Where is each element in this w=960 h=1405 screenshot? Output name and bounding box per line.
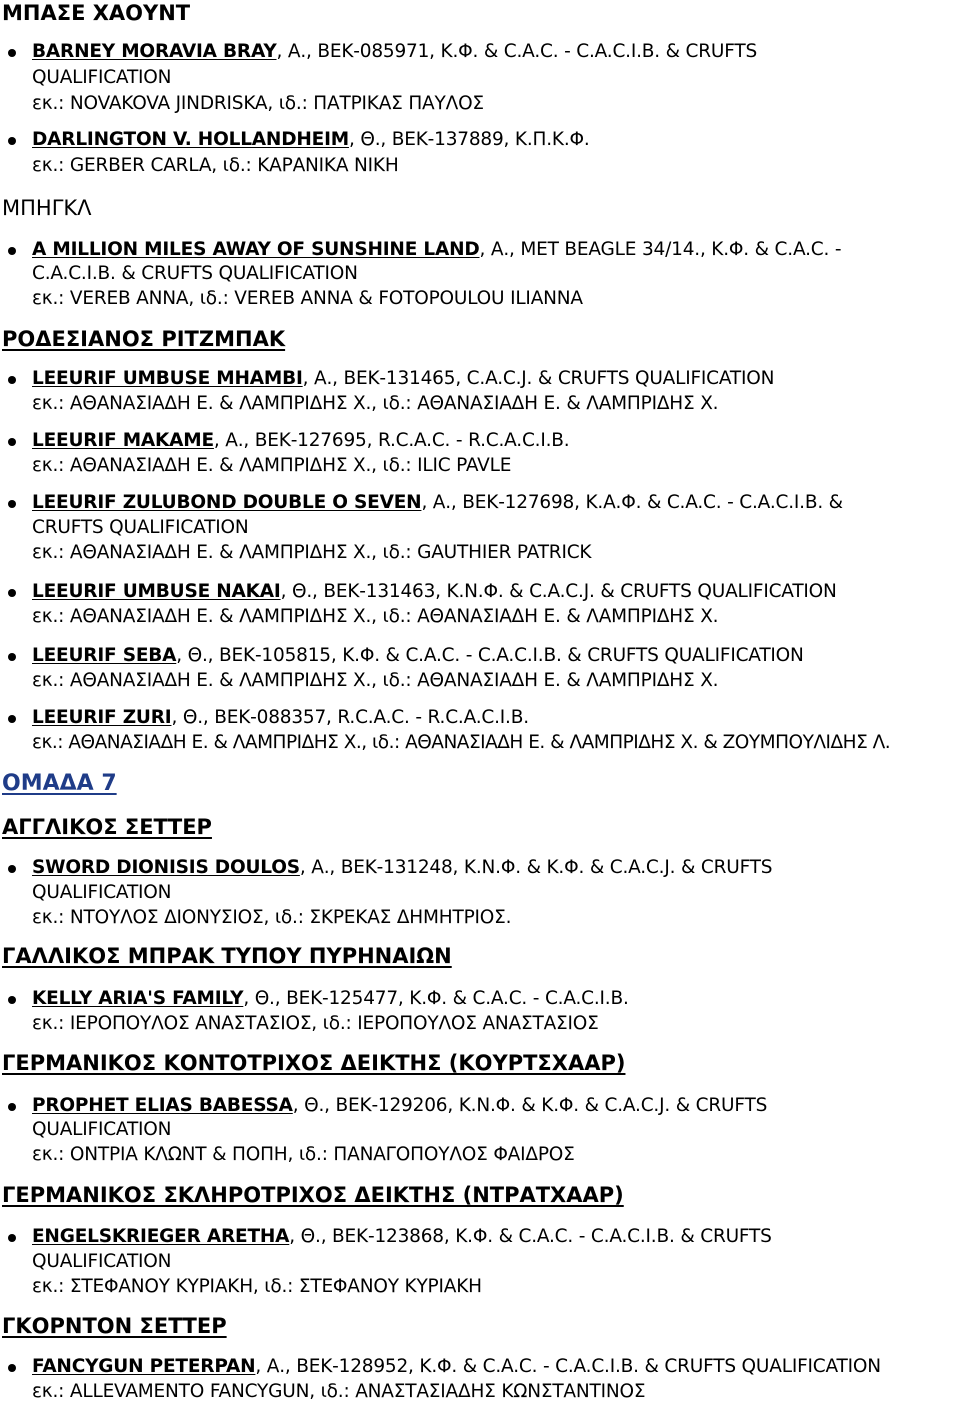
- bullet: [8, 1364, 16, 1372]
- dog-name: LEEURIF UMBUSE NAKAI: [32, 581, 281, 602]
- entry-line: [32, 1228, 772, 1247]
- entry-owners: εκ.: GERBER CARLA, ιδ.: ΚΑΡΑΝΙΚΑ ΝΙΚΗ: [32, 155, 399, 176]
- breed-heading: ΑΓΓΛΙΚΟΣ ΣΕΤΤΕΡ: [2, 815, 212, 839]
- dog-name: LEEURIF SEBA: [32, 645, 177, 666]
- dog-name: PROPHET ELIAS BABESSA: [32, 1095, 293, 1116]
- entry-continuation: QUALIFICATION: [32, 1251, 172, 1272]
- bullet: [8, 137, 16, 145]
- bullet: [8, 247, 16, 255]
- entry-line: [32, 131, 590, 150]
- entry-continuation: QUALIFICATION: [32, 882, 172, 903]
- group-heading: ΟΜΑΔΑ 7: [2, 771, 117, 796]
- entry-line: [32, 990, 629, 1009]
- entry-owners: εκ.: ΟΝΤΡΙΑ ΚΛΩΝΤ & ΠΟΠΗ, ιδ.: ΠΑΝΑΓΟΠΟΥΛΟΣ ΦΑΙΔΡΟΣ: [32, 1144, 575, 1165]
- entry-owners: εκ.: ΑΘΑΝΑΣΙΑΔΗ Ε. & ΛΑΜΠΡΙΔΗΣ Χ., ιδ.: ΑΘΑΝΑΣΙΑΔΗ Ε. & ΛΑΜΠΡΙΔΗΣ Χ. & ΖΟΥΜΠΟΥΛΙΔΗΣ Λ.: [32, 732, 891, 753]
- bullet: [8, 1234, 16, 1242]
- bullet: [8, 1103, 16, 1111]
- entry-line: [32, 241, 841, 260]
- bullet: [8, 589, 16, 597]
- dog-name: LEEURIF UMBUSE MHAMBI: [32, 368, 303, 389]
- dog-info: , Α., ΒΕΚ-128952, Κ.Φ. & C.A.C. - C.A.C.I.B. & CRUFTS QUALIFICATION: [255, 1356, 881, 1377]
- entry-owners: εκ.: ΝΤΟΥΛΟΣ ΔΙΟΝΥΣΙΟΣ, ιδ.: ΣΚΡΕΚΑΣ ΔΗΜΗΤΡΙΟΣ.: [32, 907, 512, 928]
- dog-info: , Θ., ΒΕΚ-123868, Κ.Φ. & C.A.C. - C.A.C.I.B. & CRUFTS: [289, 1226, 772, 1247]
- dog-info: , Θ., ΒΕΚ-125477, Κ.Φ. & C.A.C. - C.A.C.I.B.: [243, 988, 629, 1009]
- dog-info: , Θ., ΒΕΚ-088357, R.C.A.C. - R.C.A.C.I.B.: [171, 707, 529, 728]
- bullet: [8, 653, 16, 661]
- entry-owners: εκ.: VEREB ANNA, ιδ.: VEREB ANNA & FOTOPOULOU ILIANNA: [32, 288, 583, 309]
- dog-info: , Α., ΒΕΚ-127695, R.C.A.C. - R.C.A.C.I.B.: [213, 430, 570, 451]
- dog-info: , Θ., ΒΕΚ-131463, Κ.Ν.Φ. & C.A.C.J. & CRUFTS QUALIFICATION: [280, 581, 837, 602]
- entry-continuation: QUALIFICATION: [32, 67, 172, 88]
- dog-name: LEEURIF ZURI: [32, 707, 172, 728]
- dog-name: LEEURIF ZULUBOND DOUBLE O SEVEN: [32, 492, 422, 513]
- entry-owners: εκ.: ΙΕΡΟΠΟΥΛΟΣ ΑΝΑΣΤΑΣΙΟΣ, ιδ.: ΙΕΡΟΠΟΥΛΟΣ ΑΝΑΣΤΑΣΙΟΣ: [32, 1013, 599, 1034]
- entry-owners: εκ.: ΑΘΑΝΑΣΙΑΔΗ Ε. & ΛΑΜΠΡΙΔΗΣ Χ., ιδ.: ILIC PAVLE: [32, 455, 512, 476]
- dog-name: KELLY ARIA'S FAMILY: [32, 988, 244, 1009]
- dog-info: , Α., ΒΕΚ-085971, Κ.Φ. & C.A.C. - C.A.C.I.B. & CRUFTS: [276, 41, 758, 62]
- bullet: [8, 438, 16, 446]
- dog-name: FANCYGUN PETERPAN: [32, 1356, 256, 1377]
- breed-heading: ΡΟΔΕΣΙΑΝΟΣ ΡΙΤΖΜΠΑΚ: [2, 327, 286, 351]
- dog-info: , Θ., ΒΕΚ-129206, Κ.Ν.Φ. & Κ.Φ. & C.A.C.J. & CRUFTS: [292, 1095, 768, 1116]
- breed-heading: ΓΚΟΡΝΤΟΝ ΣΕΤΤΕΡ: [2, 1314, 227, 1338]
- breed-heading: ΜΠΑΣΕ ΧΑΟΥΝΤ: [2, 1, 191, 25]
- dog-name: A MILLION MILES AWAY OF SUNSHINE LAND: [32, 239, 480, 260]
- bullet: [8, 500, 16, 508]
- dog-name: LEEURIF MAKAME: [32, 430, 214, 451]
- breed-heading: ΓΕΡΜΑΝΙΚΟΣ ΚΟΝΤΟΤΡΙΧΟΣ ΔΕΙΚΤΗΣ (ΚΟΥΡΤΣΧΑΑΡ): [2, 1051, 626, 1075]
- entry-line: [32, 859, 772, 878]
- breed-heading: ΜΠΗΓΚΛ: [2, 196, 92, 220]
- entry-owners: εκ.: ΑΘΑΝΑΣΙΑΔΗ Ε. & ΛΑΜΠΡΙΔΗΣ Χ., ιδ.: ΑΘΑΝΑΣΙΑΔΗ Ε. & ΛΑΜΠΡΙΔΗΣ Χ.: [32, 393, 719, 414]
- entry-line: [32, 583, 837, 602]
- entry-owners: εκ.: NOVAKOVA JINDRISKA, ιδ.: ΠΑΤΡΙΚΑΣ ΠΑΥΛΟΣ: [32, 93, 484, 114]
- entry-line: [32, 1097, 767, 1116]
- dog-info: , Α., ΒΕΚ-127698, Κ.Α.Φ. & C.A.C. - C.A.C.I.B. &: [421, 492, 843, 513]
- bullet: [8, 376, 16, 384]
- entry-owners: εκ.: ΑΘΑΝΑΣΙΑΔΗ Ε. & ΛΑΜΠΡΙΔΗΣ Χ., ιδ.: ΑΘΑΝΑΣΙΑΔΗ Ε. & ΛΑΜΠΡΙΔΗΣ Χ.: [32, 606, 719, 627]
- bullet: [8, 996, 16, 1004]
- dog-name: DARLINGTON V. HOLLANDHEIM: [32, 129, 349, 150]
- entry-owners: εκ.: ΑΘΑΝΑΣΙΑΔΗ Ε. & ΛΑΜΠΡΙΔΗΣ Χ., ιδ.: ΑΘΑΝΑΣΙΑΔΗ Ε. & ΛΑΜΠΡΙΔΗΣ Χ.: [32, 670, 719, 691]
- entry-line: [32, 43, 757, 62]
- bullet: [8, 865, 16, 873]
- entry-continuation: CRUFTS QUALIFICATION: [32, 517, 249, 538]
- entry-owners: εκ.: ΑΘΑΝΑΣΙΑΔΗ Ε. & ΛΑΜΠΡΙΔΗΣ Χ., ιδ.: GAUTHIER PATRICK: [32, 542, 592, 563]
- entry-line: [32, 494, 843, 513]
- entry-line: [32, 432, 569, 451]
- dog-name: ENGELSKRIEGER ARETHA: [32, 1226, 290, 1247]
- entry-owners: εκ.: ALLEVAMENTO FANCYGUN, ιδ.: ΑΝΑΣΤΑΣΙΑΔΗΣ ΚΩΝΣΤΑΝΤΙΝΟΣ: [32, 1381, 646, 1402]
- bullet: [8, 715, 16, 723]
- dog-info: , Θ., ΒΕΚ-137889, Κ.Π.Κ.Φ.: [348, 129, 590, 150]
- entry-line: [32, 370, 774, 389]
- dog-info: , Α., ΒΕΚ-131248, Κ.Ν.Φ. & Κ.Φ. & C.A.C.J. & CRUFTS: [299, 857, 773, 878]
- entry-owners: εκ.: ΣΤΕΦΑΝΟΥ ΚΥΡΙΑΚΗ, ιδ.: ΣΤΕΦΑΝΟΥ ΚΥΡΙΑΚΗ: [32, 1276, 482, 1297]
- dog-info: , Θ., ΒΕΚ-105815, Κ.Φ. & C.A.C. - C.A.C.I.B. & CRUFTS QUALIFICATION: [176, 645, 804, 666]
- breed-heading: ΓΑΛΛΙΚΟΣ ΜΠΡΑΚ ΤΥΠΟΥ ΠΥΡΗΝΑΙΩΝ: [2, 944, 452, 968]
- dog-name: SWORD DIONISIS DOULOS: [32, 857, 300, 878]
- entry-continuation: QUALIFICATION: [32, 1119, 172, 1140]
- entry-continuation: C.A.C.I.B. & CRUFTS QUALIFICATION: [32, 263, 358, 284]
- bullet: [8, 49, 16, 57]
- entry-line: [32, 1358, 881, 1377]
- dog-info: , Α., ΒΕΚ-131465, C.A.C.J. & CRUFTS QUALIFICATION: [302, 368, 775, 389]
- dog-info: , Α., MET BEAGLE 34/14., Κ.Φ. & C.A.C. -: [479, 239, 842, 260]
- breed-heading: ΓΕΡΜΑΝΙΚΟΣ ΣΚΛΗΡΟΤΡΙΧΟΣ ΔΕΙΚΤΗΣ (ΝΤΡΑΤΧΑΑΡ): [2, 1183, 624, 1207]
- entry-line: [32, 709, 529, 728]
- entry-line: [32, 647, 804, 666]
- dog-name: BARNEY MORAVIA BRAY: [32, 41, 277, 62]
